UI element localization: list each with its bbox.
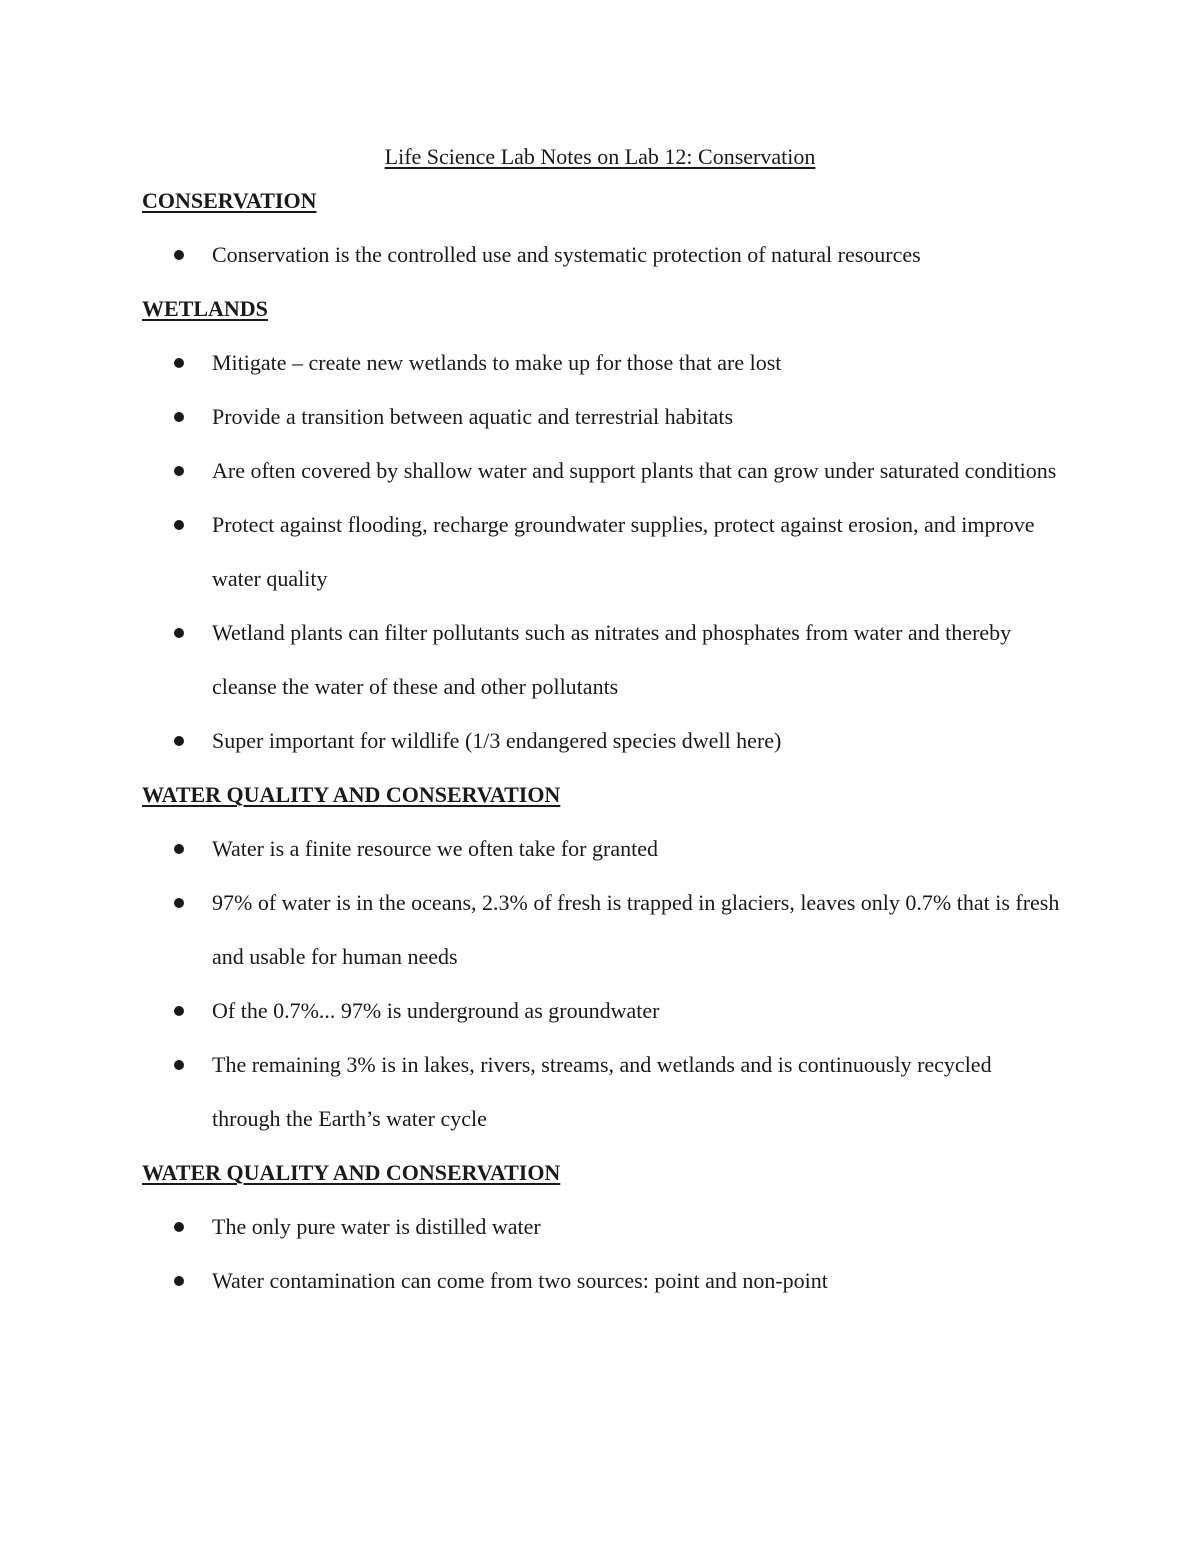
bullet-icon [174,250,184,260]
section-heading: WATER QUALITY AND CONSERVATION [142,1160,561,1185]
list-item-text: Water is a finite resource we often take for granted [212,836,658,861]
list-item-text: Super important for wildlife (1/3 endangered species dwell here) [212,728,782,753]
list-item-text: The remaining 3% is in lakes, rivers, streams, and wetlands and is continuously recycled through the Earth’s water cycle [212,1052,992,1131]
section-water-quality-2 [142,1146,1060,1308]
section-wetlands [142,282,1060,768]
list-item [142,390,1060,444]
list-item [142,228,1060,282]
list-item-text: Conservation is the controlled use and systematic protection of natural resources [212,242,921,267]
bullet-icon [174,1222,184,1232]
bullet-list [142,822,1060,1146]
list-item-text: Are often covered by shallow water and support plants that can grow under saturated conditions [212,458,1057,483]
section-water-quality [142,768,1060,1146]
list-item [142,1254,1060,1308]
list-item [142,336,1060,390]
list-item [142,444,1060,498]
list-item-text: Protect against flooding, recharge groundwater supplies, protect against erosion, and improve water quality [212,512,1035,591]
list-item [142,498,1060,606]
section-heading: CONSERVATION [142,188,317,213]
list-item-text: Provide a transition between aquatic and terrestrial habitats [212,404,734,429]
bullet-list [142,228,1060,282]
list-item [142,876,1060,984]
section-heading: WATER QUALITY AND CONSERVATION [142,782,561,807]
section-conservation [142,174,1060,282]
bullet-icon [174,466,184,476]
section-heading: WETLANDS [142,296,268,321]
list-item-text: Water contamination can come from two sources: point and non-point [212,1268,828,1293]
bullet-icon [174,1276,184,1286]
bullet-icon [174,412,184,422]
list-item-text: Wetland plants can filter pollutants such as nitrates and phosphates from water and thereby cleanse the water of these and other pollutants [212,620,1012,699]
list-item [142,714,1060,768]
list-item [142,1200,1060,1254]
document-title: Life Science Lab Notes on Lab 12: Conservation [384,144,816,169]
bullet-list [142,336,1060,768]
bullet-icon [174,898,184,908]
list-item-text: 97% of water is in the oceans, 2.3% of fresh is trapped in glaciers, leaves only 0.7% that is fresh and usable for human needs [212,890,1060,969]
list-item [142,984,1060,1038]
list-item [142,822,1060,876]
bullet-icon [174,1060,184,1070]
bullet-icon [174,358,184,368]
list-item [142,1038,1060,1146]
bullet-list [142,1200,1060,1308]
bullet-icon [174,520,184,530]
list-item [142,606,1060,714]
bullet-icon [174,736,184,746]
list-item-text: Mitigate – create new wetlands to make up for those that are lost [212,350,782,375]
list-item-text: Of the 0.7%... 97% is underground as groundwater [212,998,660,1023]
bullet-icon [174,1006,184,1016]
list-item-text: The only pure water is distilled water [212,1214,541,1239]
bullet-icon [174,844,184,854]
bullet-icon [174,628,184,638]
